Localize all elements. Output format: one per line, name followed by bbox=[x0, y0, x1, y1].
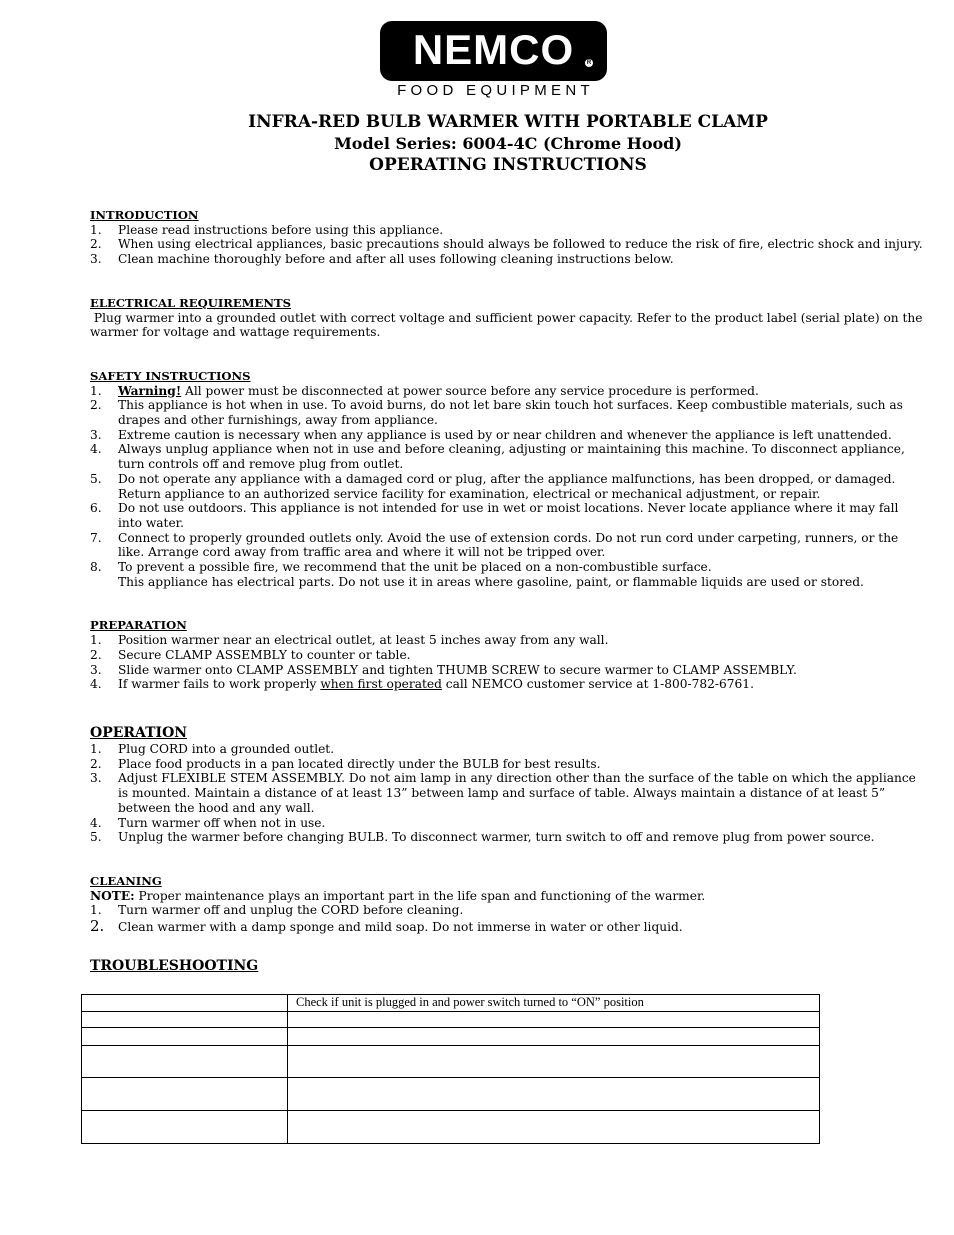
item-number: 3. bbox=[90, 771, 102, 786]
item-number: 3. bbox=[90, 252, 102, 267]
table-row bbox=[82, 995, 820, 1012]
item-text: Turn warmer off and unplug the CORD before cleaning. bbox=[118, 903, 464, 918]
item-number: 4. bbox=[90, 442, 102, 457]
item-text: Clean warmer with a damp sponge and mild soap. Do not immerse in water or other liquid. bbox=[118, 920, 683, 935]
nemco-logo bbox=[380, 21, 607, 99]
list-item bbox=[90, 757, 924, 772]
item-number: 5. bbox=[90, 830, 102, 845]
list-item bbox=[90, 223, 924, 238]
item-text: To prevent a possible fire, we recommend that the unit be placed on a non-combustible surface. bbox=[118, 560, 712, 575]
item-text: Please read instructions before using this appliance. bbox=[118, 222, 444, 237]
item-number: 1. bbox=[90, 383, 102, 398]
document-body bbox=[90, 208, 927, 936]
problem-cell bbox=[82, 995, 288, 1012]
item-text: Extreme caution is necessary when any appliance is used by or near children and whenever the appliance is left unattended. bbox=[118, 427, 892, 442]
list-item bbox=[90, 903, 924, 918]
item-number: 6. bbox=[90, 501, 102, 516]
operation-heading: OPERATION bbox=[90, 724, 188, 741]
item-number: 1. bbox=[90, 903, 102, 918]
logo-box bbox=[380, 21, 607, 81]
safety-heading: SAFETY INSTRUCTIONS bbox=[90, 368, 251, 383]
solution-cell bbox=[288, 1111, 820, 1144]
document-title bbox=[0, 112, 954, 176]
troubleshooting-heading: TROUBLESHOOTING bbox=[90, 958, 259, 974]
introduction-list bbox=[90, 223, 924, 267]
item-number: 4. bbox=[90, 815, 102, 830]
item-number: 8. bbox=[90, 560, 102, 575]
title-line-3: OPERATING INSTRUCTIONS bbox=[369, 155, 647, 175]
list-item bbox=[90, 501, 924, 530]
problem-cell bbox=[82, 1046, 288, 1078]
preparation-heading: PREPARATION bbox=[90, 618, 187, 633]
item-number: 5. bbox=[90, 471, 102, 486]
electrical-text: Plug warmer into a grounded outlet with correct voltage and sufficient power capacity. Refer to the product label (serial plate) on the warmer for voltage and wattage requirements. bbox=[90, 310, 927, 340]
registered-mark: R bbox=[586, 60, 592, 66]
item-text: Slide warmer onto CLAMP ASSEMBLY and tighten THUMB SCREW to secure warmer to CLAMP ASSEMBLY. bbox=[118, 662, 797, 677]
item-number: 1. bbox=[90, 741, 102, 756]
troubleshooting-table bbox=[81, 994, 820, 1144]
table-row bbox=[82, 1111, 820, 1144]
list-item bbox=[90, 742, 924, 757]
problem-cell bbox=[82, 1028, 288, 1046]
item-text: All power must be disconnected at power source before any service procedure is performed. bbox=[181, 383, 759, 398]
item-number: 2. bbox=[90, 398, 102, 413]
list-item bbox=[90, 442, 924, 471]
item-text: Connect to properly grounded outlets only. Avoid the use of extension cords. Do not run cord under carpeting, runners, or the like. Arrange cord away from traffic area and where it will not be tripped over. bbox=[118, 530, 899, 560]
electrical-heading: ELECTRICAL REQUIREMENTS bbox=[90, 295, 291, 310]
solution-cell bbox=[288, 1078, 820, 1111]
item-number: 2. bbox=[90, 237, 102, 252]
list-item bbox=[90, 816, 924, 831]
warning-label: Warning! bbox=[118, 383, 182, 398]
list-item bbox=[90, 830, 924, 845]
solution-cell: Check if unit is plugged in and power switch turned to “ON” position bbox=[288, 995, 820, 1012]
item-text: Turn warmer off when not in use. bbox=[118, 815, 326, 830]
item-number: 3. bbox=[90, 427, 102, 442]
list-item bbox=[90, 384, 924, 399]
cleaning-note bbox=[90, 889, 924, 904]
table-row bbox=[82, 1078, 820, 1111]
list-item bbox=[90, 237, 924, 252]
table-row bbox=[82, 1012, 820, 1028]
item-text: Plug CORD into a grounded outlet. bbox=[118, 741, 335, 756]
item-number: 4. bbox=[90, 677, 102, 692]
list-item bbox=[90, 771, 924, 815]
item-number: 3. bbox=[90, 662, 102, 677]
list-item bbox=[90, 560, 924, 575]
solution-cell bbox=[288, 1012, 820, 1028]
safety-list bbox=[90, 384, 924, 590]
item-text: Do not use outdoors. This appliance is not intended for use in wet or moist locations. Never locate appliance where it may fall into water. bbox=[118, 501, 899, 530]
list-item bbox=[90, 531, 924, 560]
problem-cell bbox=[82, 1111, 288, 1144]
cleaning-heading: CLEANING bbox=[90, 873, 162, 888]
cleaning-list bbox=[90, 903, 924, 934]
list-item bbox=[90, 677, 924, 692]
list-item bbox=[90, 648, 924, 663]
item-text: This appliance has electrical parts. Do not use it in areas where gasoline, paint, or flammable liquids are used or stored. bbox=[118, 574, 864, 589]
logo-tagline: FOOD EQUIPMENT bbox=[397, 82, 594, 99]
note-text: Proper maintenance plays an important part in the life span and functioning of the warmer. bbox=[134, 888, 706, 903]
item-number: 1. bbox=[90, 633, 102, 648]
title-line-1: INFRA-RED BULB WARMER WITH PORTABLE CLAMP bbox=[248, 112, 768, 132]
list-item bbox=[90, 428, 924, 443]
problem-cell bbox=[82, 1012, 288, 1028]
list-item bbox=[90, 663, 924, 678]
item-text: Place food products in a pan located directly under the BULB for best results. bbox=[118, 756, 601, 771]
item-text-underlined: when first operated bbox=[320, 677, 442, 692]
title-line-2: Model Series: 6004-4C (Chrome Hood) bbox=[334, 134, 682, 153]
list-item bbox=[90, 917, 924, 936]
item-text: This appliance is hot when in use. To avoid burns, do not let bare skin touch hot surfaces. Keep combustible materials, such as drapes and other furnishings, away from appliance. bbox=[118, 398, 903, 428]
item-number: 2. bbox=[90, 917, 105, 936]
item-text: call NEMCO customer service at 1-800-782-6761. bbox=[441, 677, 754, 692]
list-item bbox=[90, 252, 924, 267]
item-text: Do not operate any appliance with a damaged cord or plug, after the appliance malfunctions, has been dropped, or damaged. Return appliance to an authorized service facility for examination, electrical or mechanical adjustment, or repair. bbox=[118, 471, 896, 501]
table-row bbox=[82, 1046, 820, 1078]
operation-list bbox=[90, 742, 924, 845]
item-text: When using electrical appliances, basic precautions should always be followed to reduce the risk of fire, electric shock and injury. bbox=[118, 237, 923, 252]
preparation-list bbox=[90, 633, 924, 692]
item-text: Adjust FLEXIBLE STEM ASSEMBLY. Do not aim lamp in any direction other than the surface of the table on which the appliance is mounted. Maintain a distance of at least 13” between lamp and surface of table. Always maintain a distance of at least 5” between the hood and any wall. bbox=[118, 771, 916, 815]
item-text: Clean machine thoroughly before and after all uses following cleaning instructions below. bbox=[118, 252, 674, 267]
table-row bbox=[82, 1028, 820, 1046]
list-item bbox=[90, 472, 924, 501]
logo-brand: NEMCO bbox=[412, 26, 575, 73]
item-text: Position warmer near an electrical outlet, at least 5 inches away from any wall. bbox=[118, 633, 609, 648]
problem-cell bbox=[82, 1078, 288, 1111]
introduction-heading: INTRODUCTION bbox=[90, 208, 199, 222]
item-text: If warmer fails to work properly bbox=[118, 677, 321, 692]
list-item bbox=[90, 398, 924, 427]
solution-cell bbox=[288, 1046, 820, 1078]
item-text: Unplug the warmer before changing BULB. To disconnect warmer, turn switch to off and remove plug from power source. bbox=[118, 830, 875, 845]
item-number: 1. bbox=[90, 222, 102, 237]
item-number: 2. bbox=[90, 647, 102, 662]
solution-cell bbox=[288, 1028, 820, 1046]
note-label: NOTE: bbox=[90, 888, 135, 903]
list-item bbox=[90, 633, 924, 648]
item-number: 7. bbox=[90, 530, 102, 545]
item-text: Secure CLAMP ASSEMBLY to counter or table. bbox=[118, 647, 411, 662]
list-item bbox=[90, 575, 924, 590]
item-number: 2. bbox=[90, 756, 102, 771]
item-text: Always unplug appliance when not in use and before cleaning, adjusting or maintaining this machine. To disconnect appliance, turn controls off and remove plug from outlet. bbox=[118, 442, 905, 472]
